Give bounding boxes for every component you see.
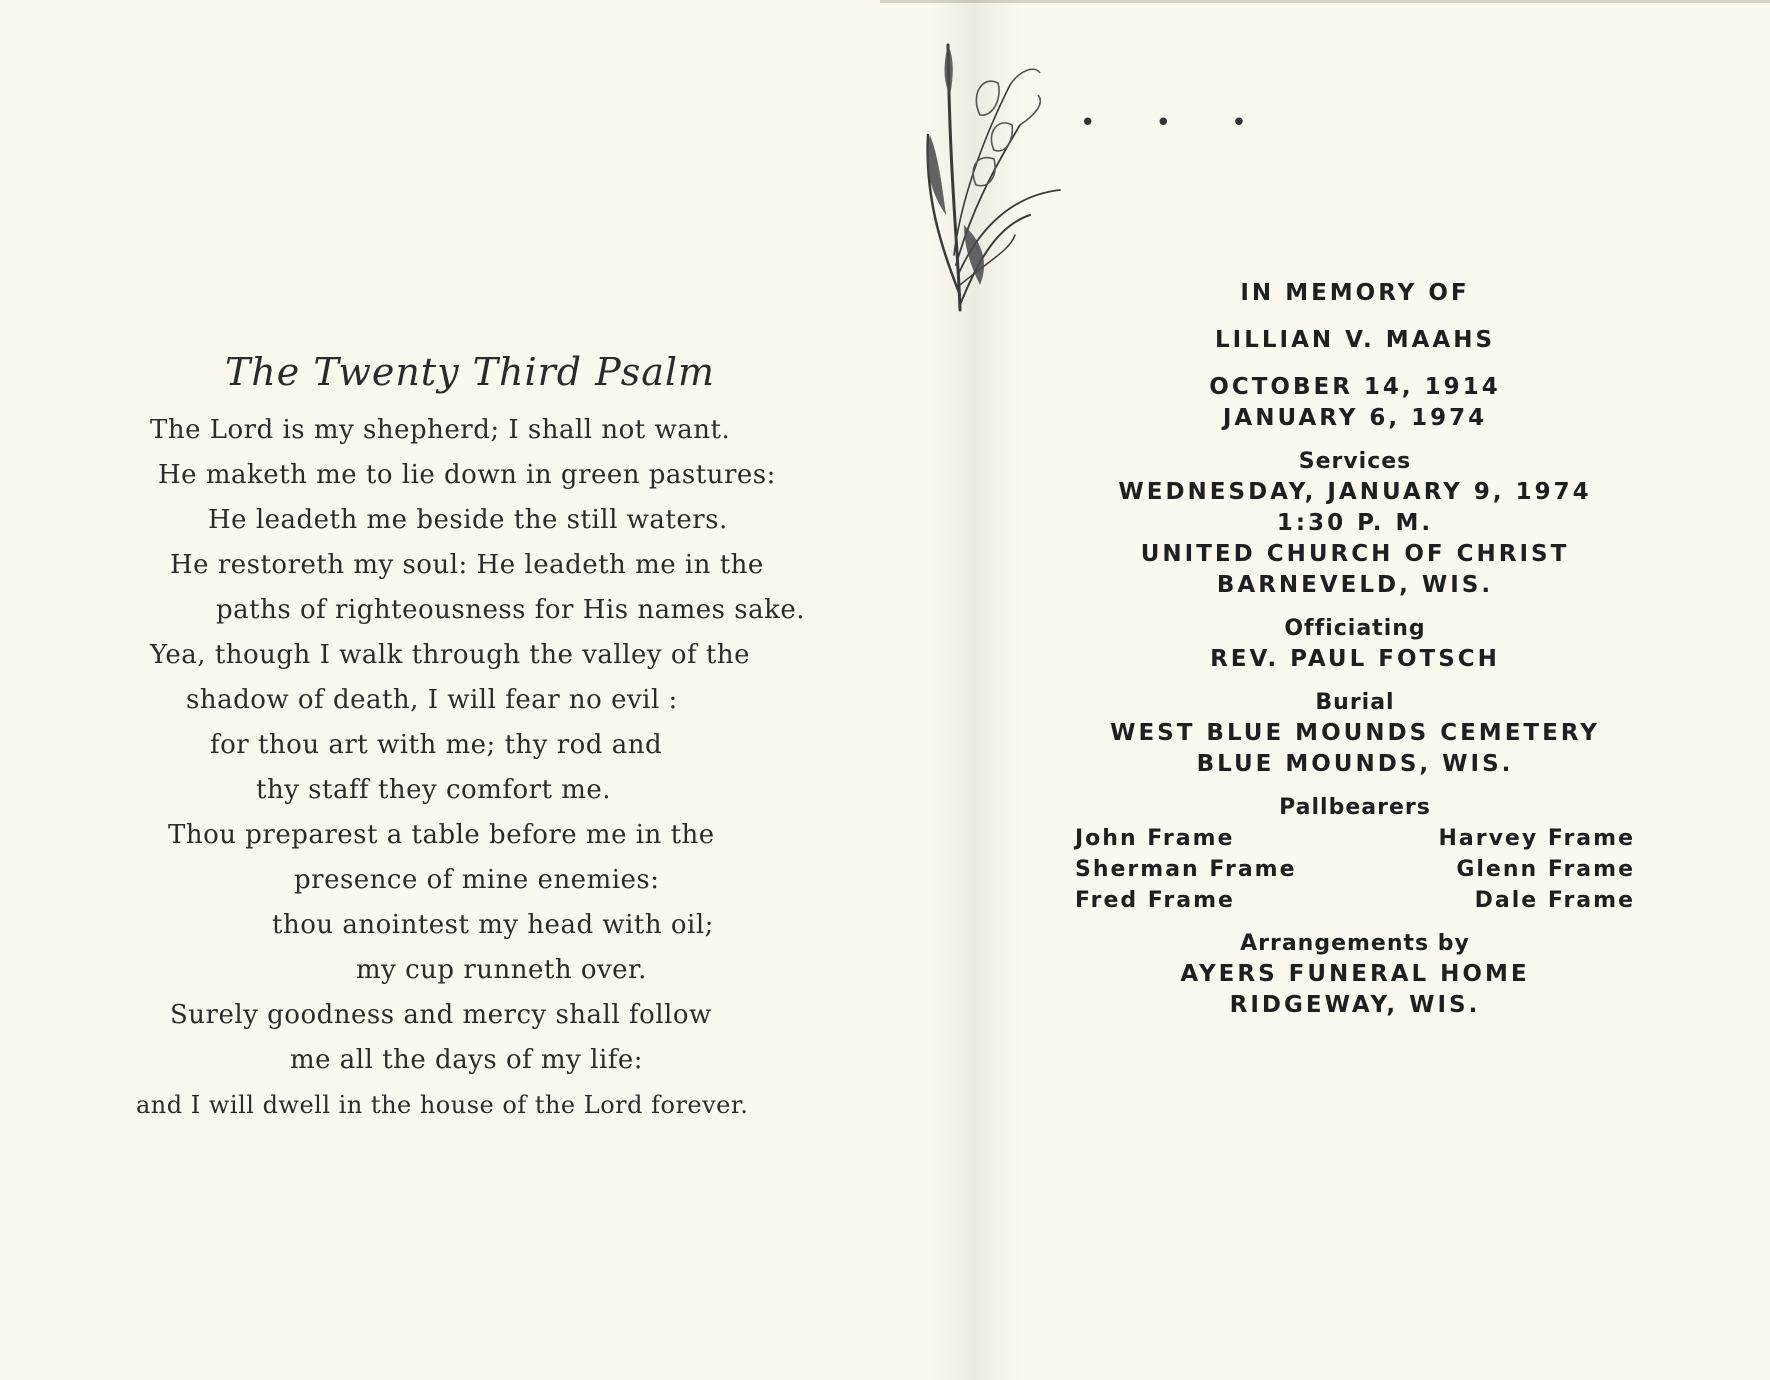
psalm-line: He restoreth my soul: He leadeth me in the [170,550,764,580]
pallbearer-row [1075,823,1635,854]
pallbearer-name: Glenn Frame [1456,857,1635,882]
services-place: UNITED CHURCH OF CHRIST [1140,541,1570,567]
psalm-line: The Lord is my shepherd; I shall not want. [150,415,731,445]
psalm-line: shadow of death, I will fear no evil : [186,685,678,715]
pallbearer-name: Harvey Frame [1438,826,1635,851]
deceased-name: LILLIAN V. MAAHS [1214,327,1496,353]
services-time: 1:30 P. M. [1276,510,1434,536]
pallbearer-row [1075,885,1635,916]
memorial-info-panel [1040,278,1670,1021]
officiating-label: Officiating [1284,616,1426,641]
psalm-line: me all the days of my life: [290,1045,644,1075]
memorial-heading: IN MEMORY OF [1240,280,1470,306]
death-date: JANUARY 6, 1974 [1222,405,1488,431]
pallbearers-list [1075,823,1635,916]
burial-label: Burial [1315,690,1395,715]
psalm-line: thou anointest my head with oil; [272,910,714,940]
psalm-line: thy staff they comfort me. [256,775,612,805]
funeral-home-name: AYERS FUNERAL HOME [1180,961,1530,987]
psalm-line: for thou art with me; thy rod and [210,730,663,760]
funeral-home-city: RIDGEWAY, WIS. [1229,992,1481,1018]
burial-city: BLUE MOUNDS, WIS. [1196,751,1514,777]
burial-place: WEST BLUE MOUNDS CEMETERY [1110,720,1600,746]
psalm-line: and I will dwell in the house of the Lord forever. [136,1091,749,1119]
pallbearers-label: Pallbearers [1279,795,1431,820]
pallbearer-name: Dale Frame [1474,888,1635,913]
arrangements-label: Arrangements by [1240,931,1470,956]
psalm-line: Yea, though I walk through the valley of the [150,640,750,670]
pallbearer-name: Fred Frame [1075,888,1235,913]
pallbearer-name: John Frame [1075,826,1235,851]
pallbearer-row [1075,854,1635,885]
psalm-line: He maketh me to lie down in green pastures: [158,460,776,490]
psalm-line: Surely goodness and mercy shall follow [170,1000,712,1030]
psalm-panel [110,350,805,1128]
psalm-line: my cup runneth over. [356,955,647,985]
services-date: WEDNESDAY, JANUARY 9, 1974 [1118,479,1592,505]
calla-lily-icon [920,25,1100,315]
psalm-line: presence of mine enemies: [294,865,660,895]
psalm-title: The Twenty Third Psalm [224,350,716,394]
psalm-line: Thou preparest a table before me in the [168,820,715,850]
services-city: BARNEVELD, WIS. [1216,572,1494,598]
officiant-name: REV. PAUL FOTSCH [1210,646,1500,672]
psalm-line: He leadeth me beside the still waters. [208,505,728,535]
services-label: Services [1298,449,1412,474]
pallbearer-name: Sherman Frame [1075,857,1297,882]
birth-date: OCTOBER 14, 1914 [1209,374,1501,400]
decorative-dots: • • • [1080,108,1273,138]
psalm-line: paths of righteousness for His names sake. [216,595,805,625]
